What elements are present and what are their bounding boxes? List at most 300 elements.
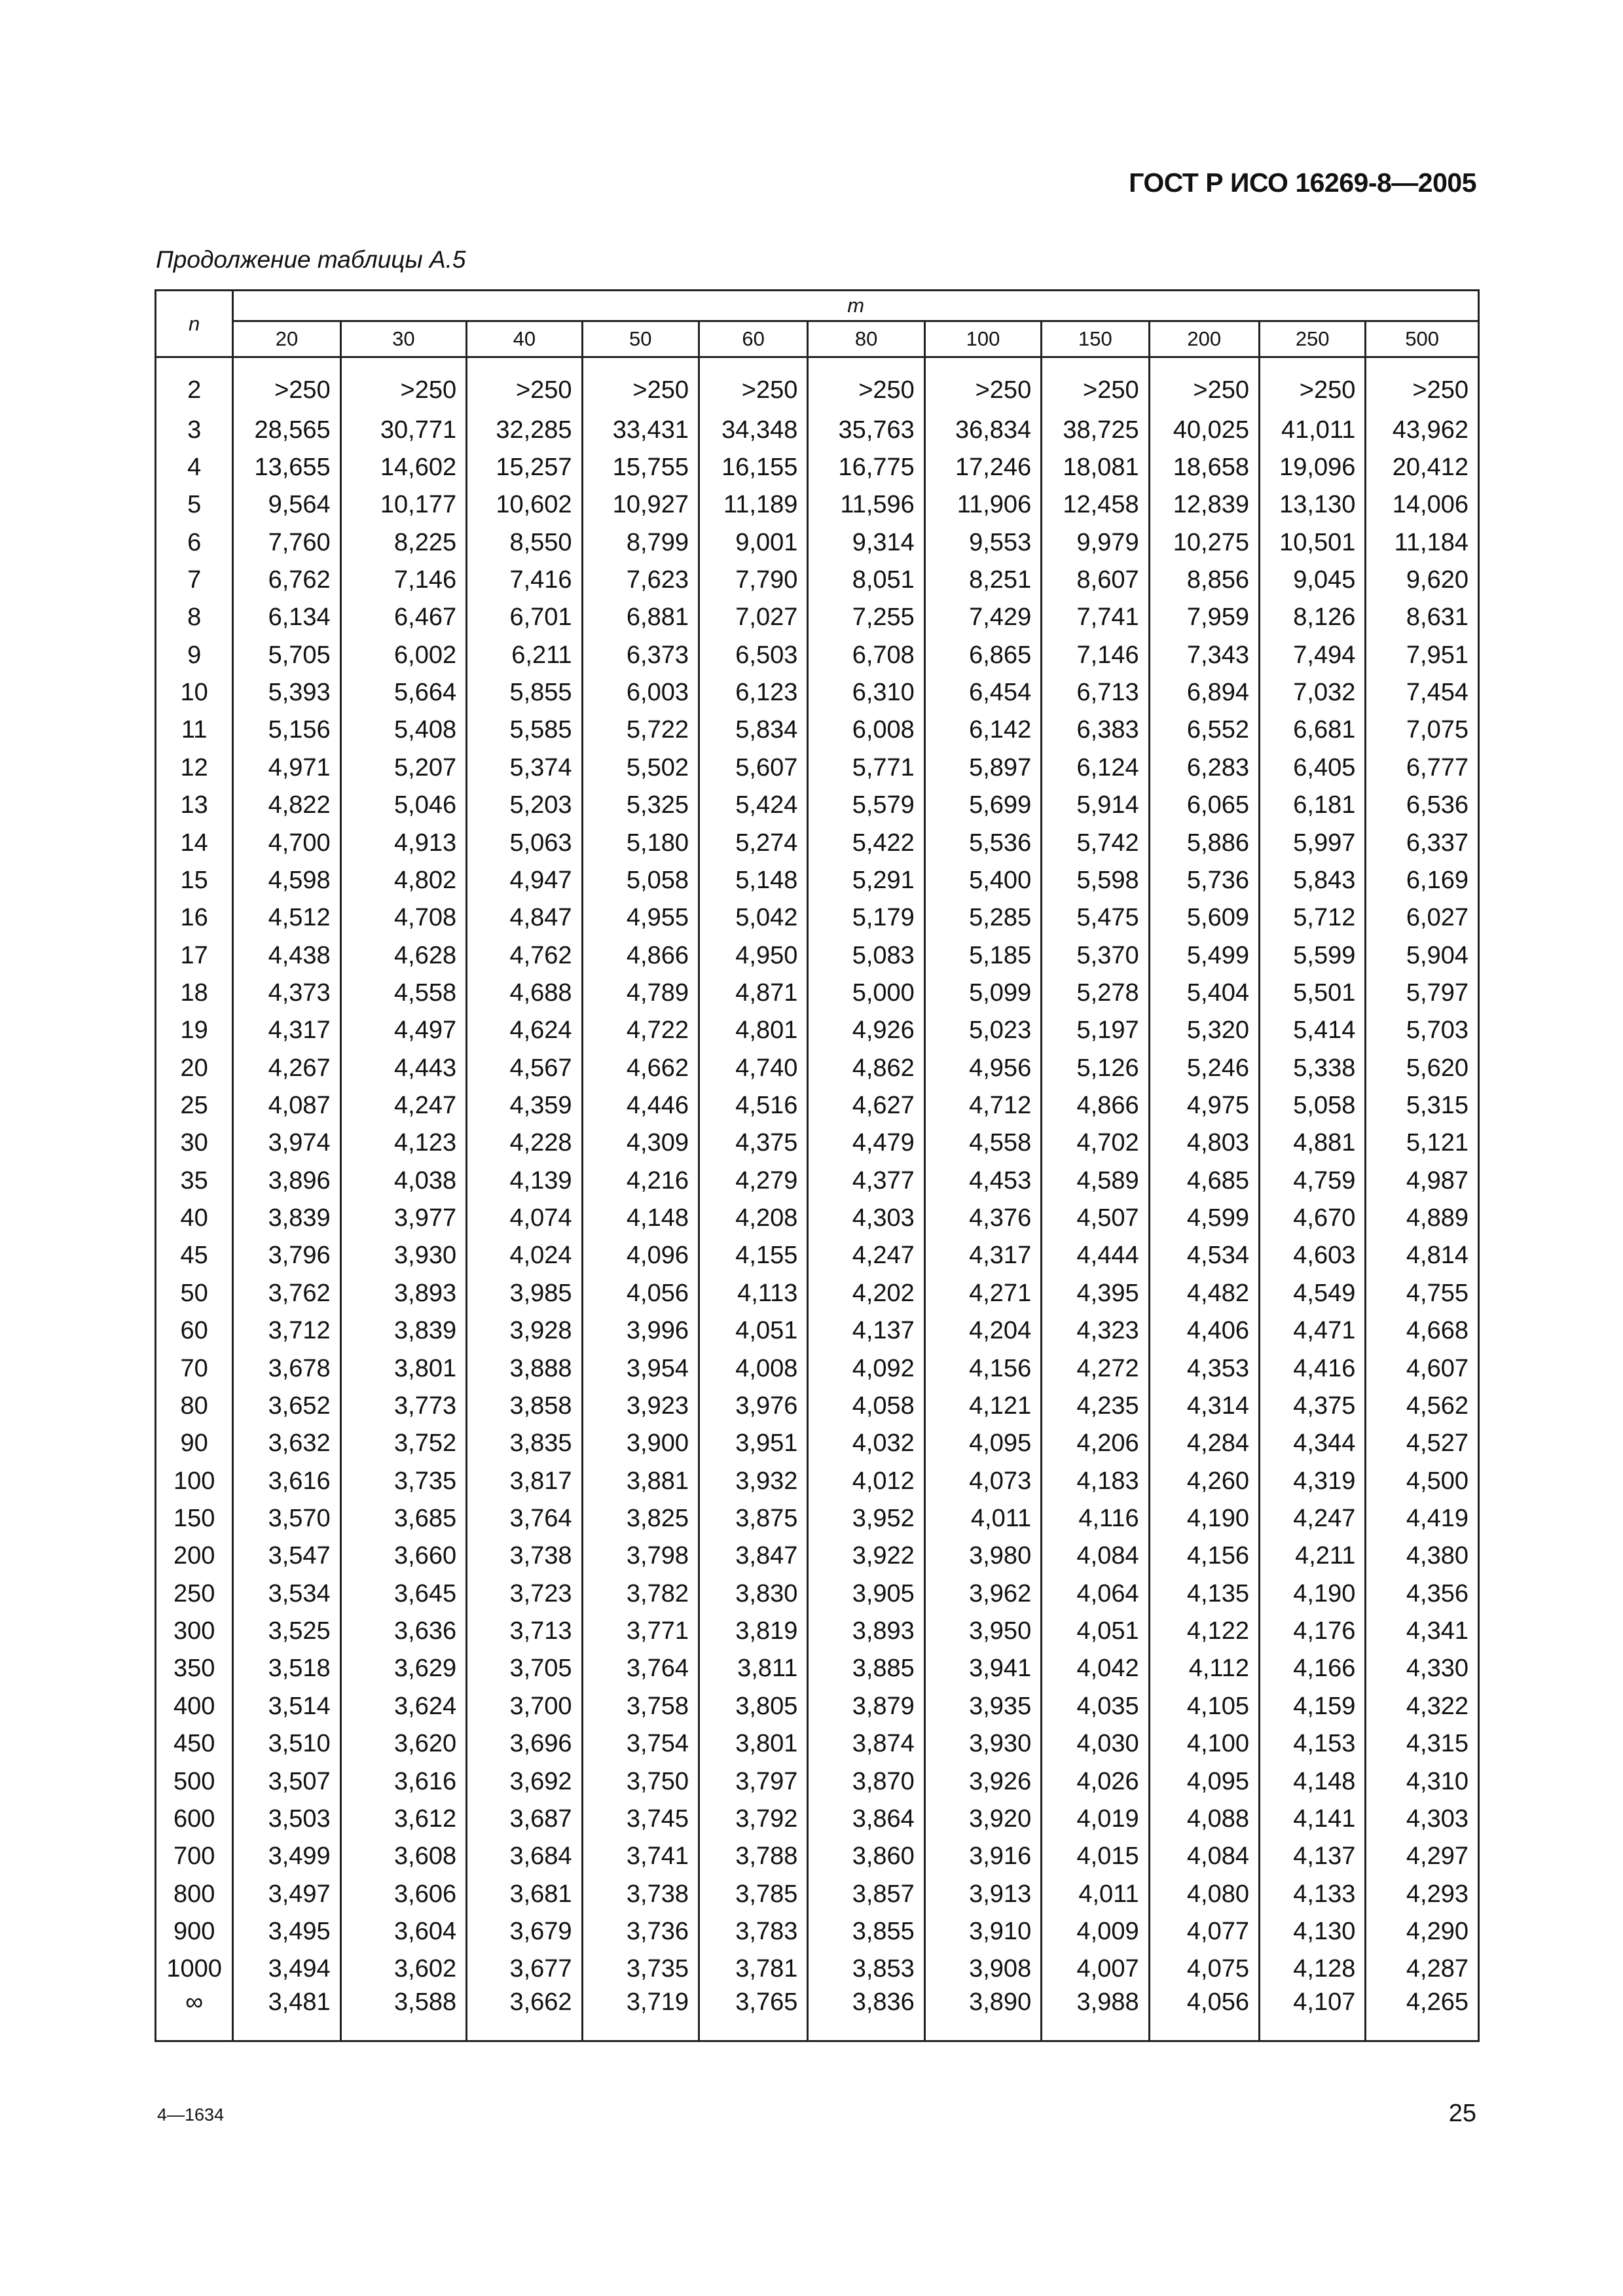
table-cell: 8,225 — [340, 524, 466, 561]
table-cell: 3,620 — [340, 1725, 466, 1763]
table-cell: 3,783 — [699, 1913, 807, 1950]
table-cell: 3,980 — [924, 1537, 1041, 1575]
table-cell: 4,344 — [1259, 1425, 1365, 1462]
table-cell: 4,148 — [582, 1200, 699, 1237]
table-cell: 7,494 — [1259, 637, 1365, 674]
table-row — [156, 1312, 1479, 1350]
table-cell: 4,095 — [924, 1425, 1041, 1462]
table-row — [156, 357, 1479, 412]
table-caption: Продолжение таблицы А.5 — [156, 246, 466, 273]
table-row — [156, 1124, 1479, 1162]
table-cell: 5,197 — [1042, 1012, 1149, 1049]
table-cell: 3,738 — [467, 1537, 582, 1575]
table-row — [156, 824, 1479, 861]
table-cell: 4,375 — [699, 1124, 807, 1162]
n-value-cell: 13 — [156, 787, 233, 824]
table-cell: 4,975 — [1149, 1087, 1259, 1124]
table-cell: >250 — [1149, 357, 1259, 412]
n-value-cell: 35 — [156, 1162, 233, 1200]
m-value-header: 40 — [467, 321, 582, 357]
table-cell: 5,897 — [924, 749, 1041, 787]
table-cell: 4,092 — [808, 1350, 924, 1387]
table-cell: 5,598 — [1042, 862, 1149, 899]
n-value-cell: 80 — [156, 1388, 233, 1425]
table-cell: 4,265 — [1366, 1988, 1479, 2041]
table-cell: 5,046 — [340, 787, 466, 824]
n-value-cell: 800 — [156, 1875, 233, 1912]
table-cell: 38,725 — [1042, 411, 1149, 448]
table-cell: 5,703 — [1366, 1012, 1479, 1049]
table-cell: 4,012 — [808, 1462, 924, 1499]
table-row — [156, 1913, 1479, 1950]
table-cell: 4,549 — [1259, 1275, 1365, 1312]
table-cell: 3,510 — [233, 1725, 340, 1763]
table-cell: 4,284 — [1149, 1425, 1259, 1462]
table-cell: 8,607 — [1042, 562, 1149, 599]
table-cell: 3,817 — [467, 1462, 582, 1499]
table-cell: 4,322 — [1366, 1688, 1479, 1725]
table-cell: 4,356 — [1366, 1575, 1479, 1613]
table-cell: 3,797 — [699, 1763, 807, 1800]
table-cell: 11,189 — [699, 486, 807, 524]
table-cell: 10,275 — [1149, 524, 1259, 561]
table-cell: 15,755 — [582, 449, 699, 486]
table-cell: 4,558 — [340, 975, 466, 1012]
n-value-cell: 12 — [156, 749, 233, 787]
table-cell: 6,003 — [582, 674, 699, 711]
table-cell: 4,116 — [1042, 1500, 1149, 1537]
m-value-header: 200 — [1149, 321, 1259, 357]
document-header: ГОСТ Р ИСО 16269-8—2005 — [1129, 168, 1476, 198]
table-cell: 6,681 — [1259, 711, 1365, 749]
m-value-header: 100 — [924, 321, 1041, 357]
table-cell: 12,458 — [1042, 486, 1149, 524]
table-cell: 8,856 — [1149, 562, 1259, 599]
table-cell: 4,380 — [1366, 1537, 1479, 1575]
table-cell: 8,550 — [467, 524, 582, 561]
n-column-header: n — [156, 291, 233, 357]
table-cell: 7,255 — [808, 599, 924, 636]
table-cell: 6,552 — [1149, 711, 1259, 749]
table-cell: 11,906 — [924, 486, 1041, 524]
table-cell: 3,518 — [233, 1650, 340, 1687]
table-cell: 4,822 — [233, 787, 340, 824]
table-cell: 3,996 — [582, 1312, 699, 1350]
table-cell: 4,105 — [1149, 1688, 1259, 1725]
table-row — [156, 1537, 1479, 1575]
table-cell: 3,735 — [340, 1462, 466, 1499]
table-cell: 4,015 — [1042, 1838, 1149, 1875]
table-cell: 5,000 — [808, 975, 924, 1012]
table-cell: 4,135 — [1149, 1575, 1259, 1613]
table-cell: 4,011 — [1042, 1875, 1149, 1912]
table-cell: 9,553 — [924, 524, 1041, 561]
table-cell: 10,927 — [582, 486, 699, 524]
table-cell: 4,375 — [1259, 1388, 1365, 1425]
table-cell: 3,645 — [340, 1575, 466, 1613]
table-row — [156, 937, 1479, 974]
table-cell: 3,604 — [340, 1913, 466, 1950]
table-cell: 4,866 — [1042, 1087, 1149, 1124]
n-value-cell: 30 — [156, 1124, 233, 1162]
table-cell: 13,655 — [233, 449, 340, 486]
table-cell: 3,534 — [233, 1575, 340, 1613]
table-cell: 6,142 — [924, 711, 1041, 749]
table-cell: 4,987 — [1366, 1162, 1479, 1200]
table-cell: 16,155 — [699, 449, 807, 486]
table-cell: 5,736 — [1149, 862, 1259, 899]
table-cell: 6,762 — [233, 562, 340, 599]
n-value-cell: 18 — [156, 975, 233, 1012]
table-cell: 5,023 — [924, 1012, 1041, 1049]
table-cell: 9,564 — [233, 486, 340, 524]
table-row — [156, 862, 1479, 899]
table-cell: 8,631 — [1366, 599, 1479, 636]
table-cell: 4,598 — [233, 862, 340, 899]
table-cell: 5,499 — [1149, 937, 1259, 974]
table-cell: 3,801 — [340, 1350, 466, 1387]
table-cell: 3,762 — [233, 1275, 340, 1312]
table-cell: 3,495 — [233, 1913, 340, 1950]
table-cell: 3,905 — [808, 1575, 924, 1613]
n-value-cell: 90 — [156, 1425, 233, 1462]
table-cell: 3,860 — [808, 1838, 924, 1875]
table-cell: 4,762 — [467, 937, 582, 974]
table-cell: 5,121 — [1366, 1124, 1479, 1162]
table-cell: 5,058 — [582, 862, 699, 899]
table-cell: 5,099 — [924, 975, 1041, 1012]
table-cell: 19,096 — [1259, 449, 1365, 486]
table-cell: 3,951 — [699, 1425, 807, 1462]
table-cell: 5,599 — [1259, 937, 1365, 974]
table-cell: 4,881 — [1259, 1124, 1365, 1162]
table-cell: 5,722 — [582, 711, 699, 749]
m-values-row — [156, 321, 1479, 357]
table-cell: 5,148 — [699, 862, 807, 899]
table-cell: 6,383 — [1042, 711, 1149, 749]
table-cell: 40,025 — [1149, 411, 1259, 448]
table-cell: 4,482 — [1149, 1275, 1259, 1312]
table-cell: 4,267 — [233, 1050, 340, 1087]
table-cell: 4,019 — [1042, 1801, 1149, 1838]
table-cell: 4,926 — [808, 1012, 924, 1049]
table-cell: 4,271 — [924, 1275, 1041, 1312]
table-cell: 4,589 — [1042, 1162, 1149, 1200]
table-cell: 6,713 — [1042, 674, 1149, 711]
table-cell: 4,228 — [467, 1124, 582, 1162]
table-cell: 10,177 — [340, 486, 466, 524]
table-cell: 4,662 — [582, 1050, 699, 1087]
table-cell: 4,190 — [1259, 1575, 1365, 1613]
table-cell: 4,008 — [699, 1350, 807, 1387]
table-cell: 14,006 — [1366, 486, 1479, 524]
table-cell: 7,760 — [233, 524, 340, 561]
table-cell: >250 — [808, 357, 924, 412]
table-cell: 4,075 — [1149, 1950, 1259, 1988]
table-cell: 4,443 — [340, 1050, 466, 1087]
table-cell: 10,602 — [467, 486, 582, 524]
table-cell: 5,126 — [1042, 1050, 1149, 1087]
table-cell: 6,405 — [1259, 749, 1365, 787]
table-cell: >250 — [233, 357, 340, 412]
table-cell: 4,534 — [1149, 1237, 1259, 1274]
table-cell: 4,376 — [924, 1200, 1041, 1237]
table-cell: 6,169 — [1366, 862, 1479, 899]
table-cell: 4,516 — [699, 1087, 807, 1124]
table-cell: 4,438 — [233, 937, 340, 974]
n-value-cell: 6 — [156, 524, 233, 561]
table-cell: 5,374 — [467, 749, 582, 787]
table-cell: 3,606 — [340, 1875, 466, 1912]
table-cell: 7,454 — [1366, 674, 1479, 711]
table-cell: 4,562 — [1366, 1388, 1479, 1425]
table-cell: 4,202 — [808, 1275, 924, 1312]
table-cell: 4,080 — [1149, 1875, 1259, 1912]
table-cell: 3,805 — [699, 1688, 807, 1725]
table-cell: 3,879 — [808, 1688, 924, 1725]
table-cell: 4,359 — [467, 1087, 582, 1124]
table-cell: 3,935 — [924, 1688, 1041, 1725]
table-row — [156, 1162, 1479, 1200]
table-row — [156, 1763, 1479, 1800]
table-cell: 5,063 — [467, 824, 582, 861]
table-cell: 3,988 — [1042, 1988, 1149, 2041]
table-cell: 3,514 — [233, 1688, 340, 1725]
table-cell: 3,954 — [582, 1350, 699, 1387]
table-cell: 3,632 — [233, 1425, 340, 1462]
table-cell: 11,184 — [1366, 524, 1479, 561]
table-cell: 6,283 — [1149, 749, 1259, 787]
table-cell: 3,976 — [699, 1388, 807, 1425]
n-value-cell: 3 — [156, 411, 233, 448]
table-cell: 3,608 — [340, 1838, 466, 1875]
table-cell: 5,291 — [808, 862, 924, 899]
table-cell: 5,712 — [1259, 899, 1365, 937]
table-cell: 4,128 — [1259, 1950, 1365, 1988]
table-cell: 3,735 — [582, 1950, 699, 1988]
table-cell: 4,871 — [699, 975, 807, 1012]
n-value-cell: 60 — [156, 1312, 233, 1350]
table-cell: >250 — [582, 357, 699, 412]
table-cell: 4,567 — [467, 1050, 582, 1087]
table-cell: 4,419 — [1366, 1500, 1479, 1537]
table-cell: 3,684 — [467, 1838, 582, 1875]
table-cell: 4,789 — [582, 975, 699, 1012]
table-cell: 4,024 — [467, 1237, 582, 1274]
table-row — [156, 1425, 1479, 1462]
table-cell: 3,974 — [233, 1124, 340, 1162]
table-cell: 4,247 — [1259, 1500, 1365, 1537]
table-cell: 6,002 — [340, 637, 466, 674]
table-cell: 4,668 — [1366, 1312, 1479, 1350]
table-cell: 5,274 — [699, 824, 807, 861]
table-cell: 6,181 — [1259, 787, 1365, 824]
n-value-cell: 150 — [156, 1500, 233, 1537]
m-value-header: 30 — [340, 321, 466, 357]
table-cell: 6,211 — [467, 637, 582, 674]
table-cell: 10,501 — [1259, 524, 1365, 561]
table-cell: 3,893 — [340, 1275, 466, 1312]
table-cell: 5,705 — [233, 637, 340, 674]
table-cell: 4,685 — [1149, 1162, 1259, 1200]
table-cell: 4,317 — [233, 1012, 340, 1049]
table-cell: >250 — [1042, 357, 1149, 412]
table-cell: 3,773 — [340, 1388, 466, 1425]
table-cell: 3,738 — [582, 1875, 699, 1912]
table-cell: 3,796 — [233, 1237, 340, 1274]
n-value-cell: 11 — [156, 711, 233, 749]
table-cell: 3,913 — [924, 1875, 1041, 1912]
table-cell: 3,494 — [233, 1950, 340, 1988]
table-cell: 4,373 — [233, 975, 340, 1012]
table-cell: 4,208 — [699, 1200, 807, 1237]
table-cell: 6,865 — [924, 637, 1041, 674]
table-cell: 4,444 — [1042, 1237, 1149, 1274]
table-cell: 4,314 — [1149, 1388, 1259, 1425]
table-cell: 3,888 — [467, 1350, 582, 1387]
table-cell: 4,235 — [1042, 1388, 1149, 1425]
table-cell: 3,830 — [699, 1575, 807, 1613]
table-cell: 4,406 — [1149, 1312, 1259, 1350]
table-cell: 4,042 — [1042, 1650, 1149, 1687]
quantile-table — [155, 289, 1480, 2042]
table-row — [156, 1650, 1479, 1687]
table-cell: 4,190 — [1149, 1500, 1259, 1537]
table-cell: 4,130 — [1259, 1913, 1365, 1950]
table-cell: 3,660 — [340, 1537, 466, 1575]
table-cell: 4,074 — [467, 1200, 582, 1237]
table-row — [156, 1200, 1479, 1237]
n-value-cell: 4 — [156, 449, 233, 486]
table-cell: 13,130 — [1259, 486, 1365, 524]
table-cell: 3,950 — [924, 1613, 1041, 1650]
n-value-cell: 20 — [156, 1050, 233, 1087]
table-cell: 4,377 — [808, 1162, 924, 1200]
n-value-cell: 9 — [156, 637, 233, 674]
table-cell: 3,855 — [808, 1913, 924, 1950]
table-cell: 3,839 — [340, 1312, 466, 1350]
table-cell: 4,624 — [467, 1012, 582, 1049]
table-cell: 4,051 — [1042, 1613, 1149, 1650]
table-cell: >250 — [1259, 357, 1365, 412]
table-cell: 4,247 — [808, 1237, 924, 1274]
table-cell: 3,932 — [699, 1462, 807, 1499]
table-cell: 3,941 — [924, 1650, 1041, 1687]
table-cell: 3,853 — [808, 1950, 924, 1988]
table-cell: 4,627 — [808, 1087, 924, 1124]
table-cell: 3,723 — [467, 1575, 582, 1613]
table-cell: 3,662 — [467, 1988, 582, 2041]
n-value-cell: 16 — [156, 899, 233, 937]
table-cell: 3,785 — [699, 1875, 807, 1912]
table-row — [156, 1275, 1479, 1312]
table-cell: 5,338 — [1259, 1050, 1365, 1087]
table-cell: 7,146 — [1042, 637, 1149, 674]
table-cell: 3,624 — [340, 1688, 466, 1725]
m-group-header: m — [233, 291, 1479, 321]
table-cell: 4,607 — [1366, 1350, 1479, 1387]
table-cell: 4,755 — [1366, 1275, 1479, 1312]
table-cell: 32,285 — [467, 411, 582, 448]
table-cell: 4,121 — [924, 1388, 1041, 1425]
table-cell: 4,113 — [699, 1275, 807, 1312]
table-cell: 6,894 — [1149, 674, 1259, 711]
table-cell: 6,008 — [808, 711, 924, 749]
table-cell: 4,007 — [1042, 1950, 1149, 1988]
n-value-cell: 350 — [156, 1650, 233, 1687]
table-cell: 5,843 — [1259, 862, 1365, 899]
table-cell: 3,764 — [582, 1650, 699, 1687]
table-cell: 5,404 — [1149, 975, 1259, 1012]
table-cell: 4,159 — [1259, 1688, 1365, 1725]
table-row — [156, 1087, 1479, 1124]
table-cell: 3,616 — [340, 1763, 466, 1800]
table-cell: 41,011 — [1259, 411, 1365, 448]
table-cell: 4,133 — [1259, 1875, 1365, 1912]
table-cell: 16,775 — [808, 449, 924, 486]
table-cell: 4,112 — [1149, 1650, 1259, 1687]
table-cell: 9,001 — [699, 524, 807, 561]
table-cell: 4,814 — [1366, 1237, 1479, 1274]
table-cell: 9,979 — [1042, 524, 1149, 561]
table-cell: 6,123 — [699, 674, 807, 711]
table-cell: >250 — [467, 357, 582, 412]
table-cell: 4,310 — [1366, 1763, 1479, 1800]
table-cell: 5,424 — [699, 787, 807, 824]
table-cell: 5,246 — [1149, 1050, 1259, 1087]
table-cell: 4,272 — [1042, 1350, 1149, 1387]
table-cell: 3,507 — [233, 1763, 340, 1800]
table-cell: 3,977 — [340, 1200, 466, 1237]
table-cell: 4,247 — [340, 1087, 466, 1124]
table-cell: 3,847 — [699, 1537, 807, 1575]
table-cell: 33,431 — [582, 411, 699, 448]
table-cell: 5,501 — [1259, 975, 1365, 1012]
n-value-cell: 300 — [156, 1613, 233, 1650]
table-cell: 3,896 — [233, 1162, 340, 1200]
table-row — [156, 1613, 1479, 1650]
table-cell: 3,885 — [808, 1650, 924, 1687]
table-cell: 4,950 — [699, 937, 807, 974]
table-cell: 3,681 — [467, 1875, 582, 1912]
table-cell: 6,701 — [467, 599, 582, 636]
table-cell: 18,658 — [1149, 449, 1259, 486]
table-cell: 6,708 — [808, 637, 924, 674]
m-value-header: 20 — [233, 321, 340, 357]
n-value-cell: 10 — [156, 674, 233, 711]
table-cell: 5,083 — [808, 937, 924, 974]
n-value-cell: 17 — [156, 937, 233, 974]
m-value-header: 150 — [1042, 321, 1149, 357]
table-cell: 4,100 — [1149, 1725, 1259, 1763]
table-cell: 4,026 — [1042, 1763, 1149, 1800]
table-cell: 4,866 — [582, 937, 699, 974]
table-cell: 3,712 — [233, 1312, 340, 1350]
n-value-cell: 50 — [156, 1275, 233, 1312]
table-cell: 4,471 — [1259, 1312, 1365, 1350]
table-cell: 8,799 — [582, 524, 699, 561]
table-cell: 4,095 — [1149, 1763, 1259, 1800]
table-cell: 3,910 — [924, 1913, 1041, 1950]
table-cell: 5,422 — [808, 824, 924, 861]
table-cell: 4,058 — [808, 1388, 924, 1425]
table-cell: 3,679 — [467, 1913, 582, 1950]
table-cell: 3,754 — [582, 1725, 699, 1763]
table-cell: 4,030 — [1042, 1725, 1149, 1763]
table-cell: 4,156 — [1149, 1537, 1259, 1575]
table-cell: 4,122 — [1149, 1613, 1259, 1650]
table-row — [156, 1838, 1479, 1875]
